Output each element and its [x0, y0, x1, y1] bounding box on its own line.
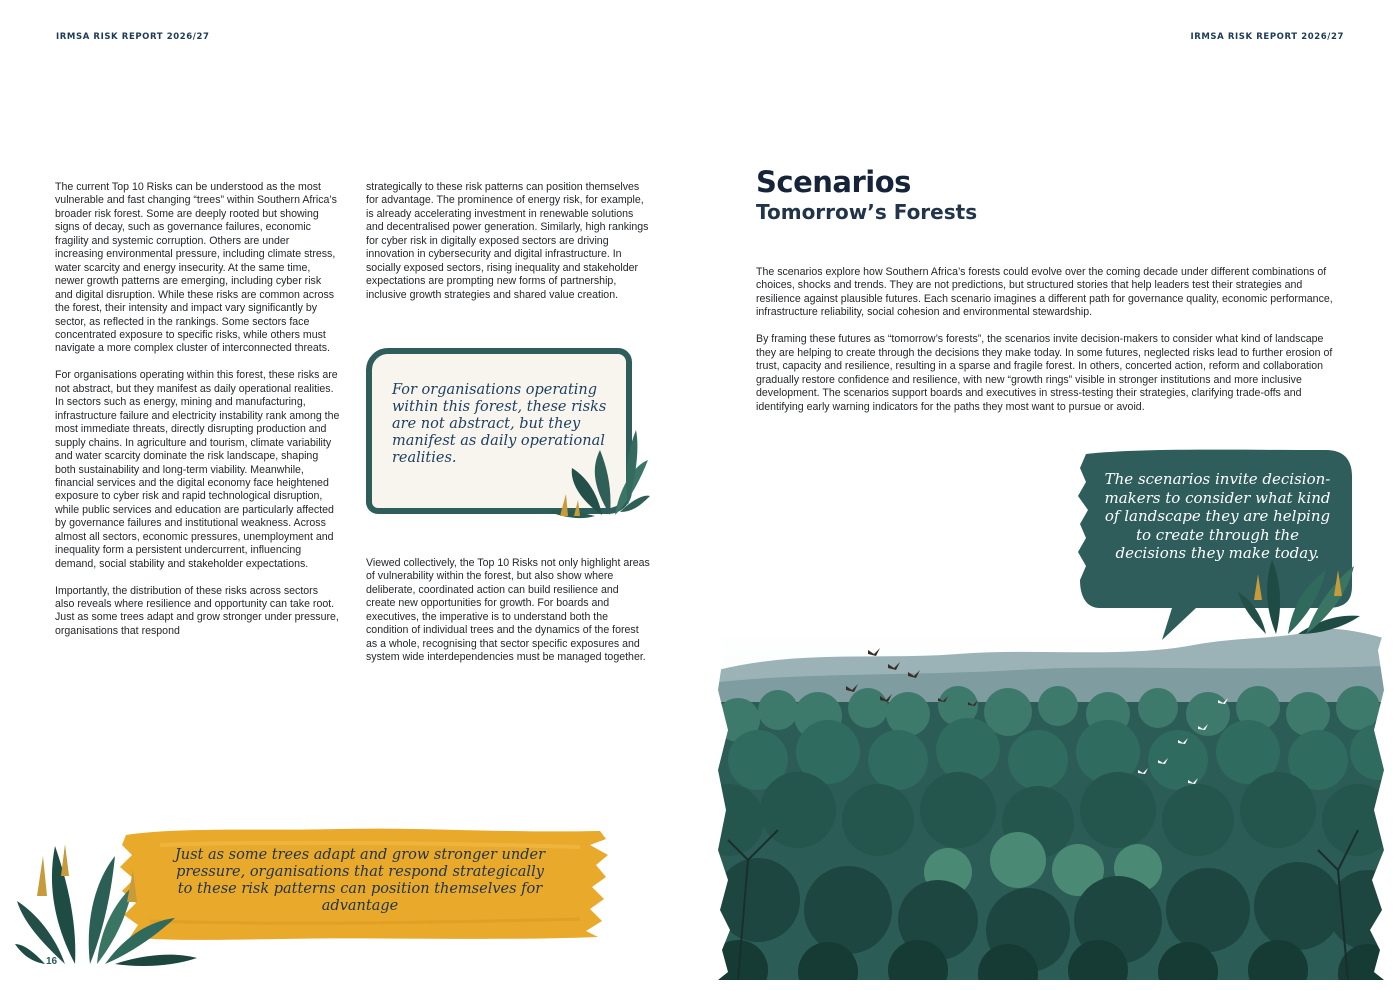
- leaf-plant-icon: [540, 420, 650, 520]
- forest-illustration: [718, 610, 1384, 980]
- page-number: 16: [46, 956, 58, 967]
- section-subtitle: Tomorrow’s Forests: [756, 200, 978, 224]
- grass-plant-icon: [1236, 540, 1364, 636]
- paragraph: Importantly, the distribution of these risks across sectors also reveals where resilience and opportunity can take root. Just as some trees adapt and grow stronger under pressure, organisations that respond: [55, 584, 339, 637]
- right-column: [756, 266, 1346, 427]
- running-head-left: IRMSA RISK REPORT 2026/27: [56, 32, 210, 42]
- running-head-right: IRMSA RISK REPORT 2026/27: [1190, 32, 1344, 42]
- bubble-quote-text: The scenarios invite decision-makers to consider what kind of landscape they are helping to create through the decisions they make today.: [1104, 470, 1331, 562]
- paragraph: Viewed collectively, the Top 10 Risks not only highlight areas of vulnerability within the forest, but also show where deliberate, coordinated action can build resilience and create new opportunities for growth. For boards and executives, the imperative is to understand both the condition of individual trees and the dynamics of the forest as a whole, recognising that sector specific exposures and system wide interdependencies must be managed together.: [366, 557, 650, 664]
- section-title: Scenarios: [756, 165, 911, 199]
- left-column-1: [55, 181, 340, 652]
- paragraph: The scenarios explore how Southern Africa’s forests could evolve over the coming decade under different combinations of choices, shocks and trends. They are not predictions, but structured stories that help leaders test their strategies and resilience against plausible futures. Each scenario imagines a different path for governance quality, economic performance, infrastructure reliability, social cohesion and environmental stewardship.: [756, 266, 1333, 319]
- paragraph: strategically to these risk patterns can position themselves for advantage. The prominence of energy risk, for example, is already accelerating investment in renewable solutions and decentralised power generation. Similarly, high rankings for cyber risk in digitally exposed sectors are driving innovation in cybersecurity and digital infrastructure. In socially exposed sectors, rising inequality and stakeholder expectations are prompting new forms of partnership, inclusive growth strategies and shared value creation.: [366, 181, 649, 301]
- paragraph: For organisations operating within this forest, these risks are not abstract, but they manifest as daily operational realities. In sectors such as energy, mining and manufacturing, infrastructure failure and electricity instability rank among the most immediate threats, directly disrupting production and supply chains. In agriculture and tourism, climate variability and water scarcity dominate the risk landscape, shaping both sustainability and long-term viability. Meanwhile, financial services and the digital economy face heightened exposure to cyber risk and rapid technological disruption, while public services and education are particularly affected by governance failures and institutional weakness. Across almost all sectors, economic pressures, unemployment and inequality form a persistent undercurrent, influencing demand, social stability and stakeholder expectations.: [55, 369, 340, 570]
- banner-quote-text: Just as some trees adapt and grow stronger under pressure, organisations that respond strategically to these risk patterns can position themselves for advantage: [174, 847, 546, 914]
- grass-plant-icon: [15, 826, 200, 966]
- paragraph: By framing these futures as “tomorrow’s forests”, the scenarios invite decision-makers to consider what kind of landscape they are helping to create through the decisions they make today. In some futures, neglected risks lead to further erosion of trust, capacity and resilience, resulting in a sparse and fragile forest. In others, concerted action, reform and collaboration gradually restore confidence and resilience, with new “growth rings” visible in stronger institutions and more inclusive development. The scenarios support boards and executives in stress-testing their strategies, clarifying trade-offs and identifying early warning indicators for the paths they most want to pursue or avoid.: [756, 333, 1333, 413]
- pull-quote-text: For organisations operating within this forest, these risks are not abstract, but they manifest as daily operational realities.: [392, 382, 607, 466]
- paragraph: The current Top 10 Risks can be understood as the most vulnerable and fast changing “trees” within Southern Africa’s broader risk forest. Some are deeply rooted but showing signs of decay, such as governance failures, economic fragility and systemic corruption. Others are under increasing environmental pressure, including climate stress, water scarcity and energy insecurity. At the same time, newer growth patterns are emerging, including cyber risk and digital disruption. While these risks are common across the forest, their intensity and impact vary significantly by sector, as reflected in the rankings. Some sectors face concentrated exposure to specific risks, while others must navigate a more complex cluster of interconnected threats.: [55, 181, 337, 355]
- left-column-2-top: [366, 181, 651, 316]
- left-column-2-bottom: [366, 557, 651, 678]
